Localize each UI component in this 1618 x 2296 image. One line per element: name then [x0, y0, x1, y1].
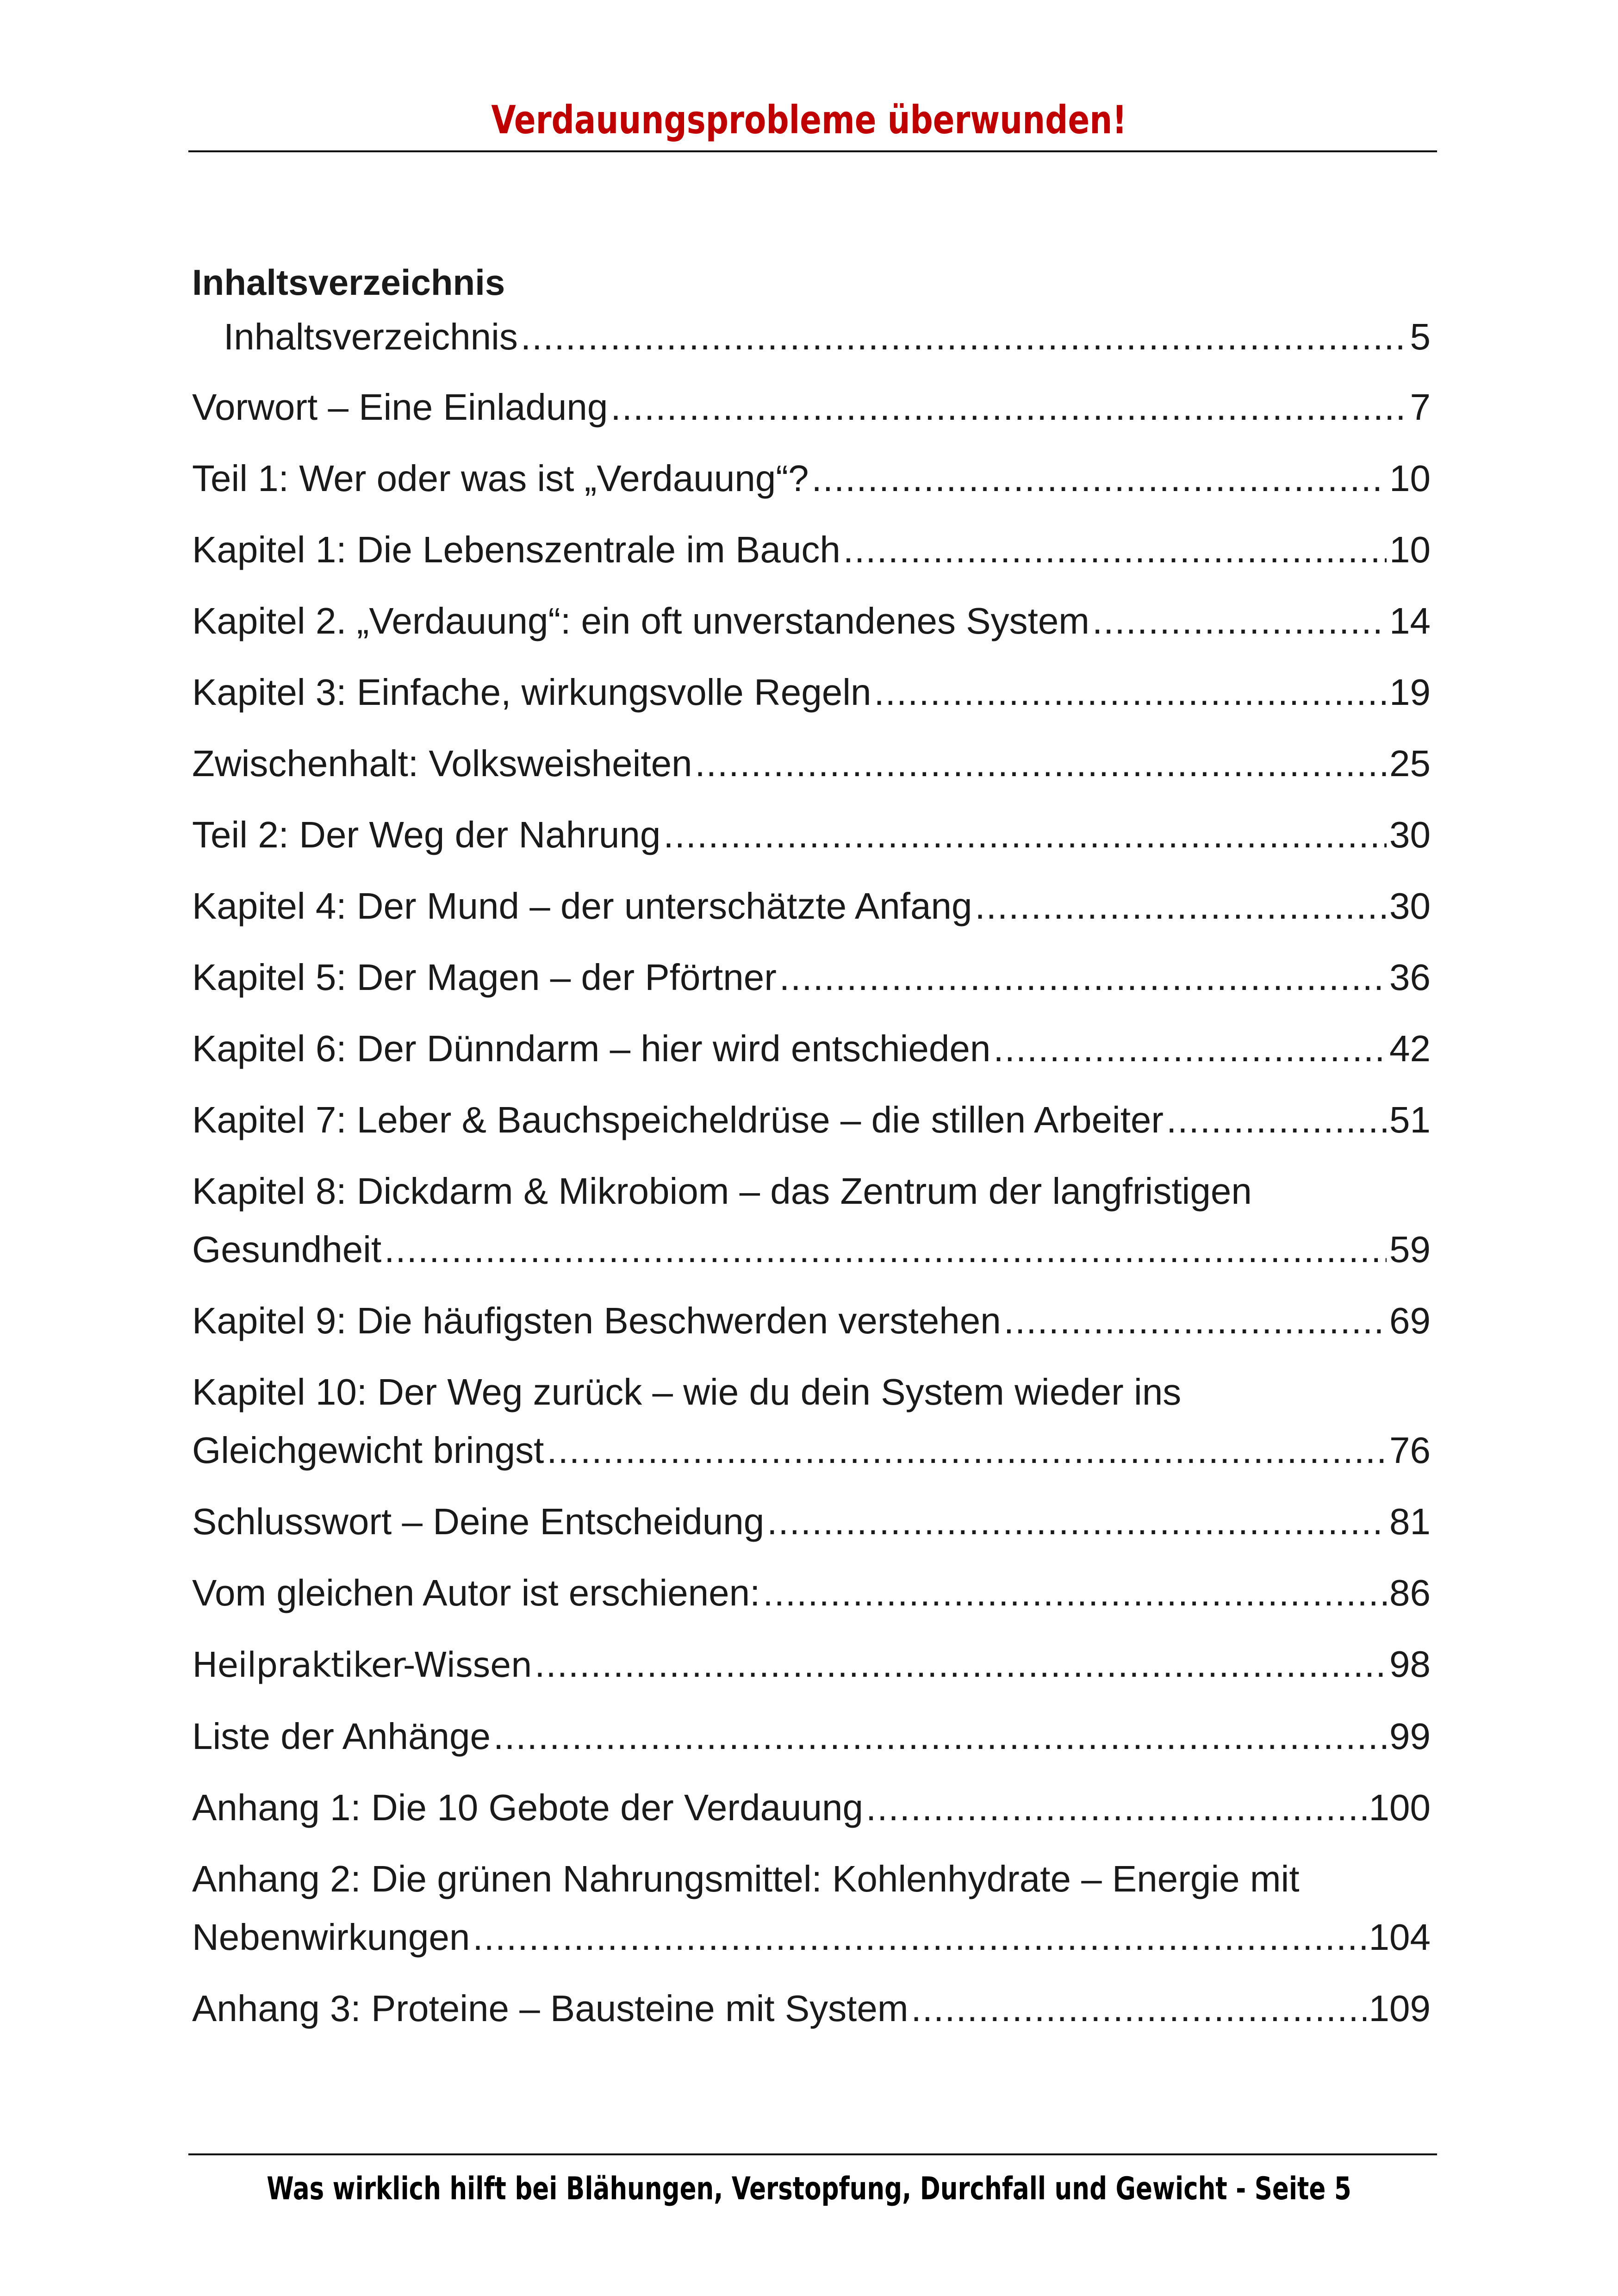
- toc-entry-page: 98: [1389, 1643, 1431, 1685]
- toc-entry-page: 86: [1389, 1572, 1431, 1613]
- toc-entry-multiline[interactable]: [192, 1162, 1431, 1279]
- toc-leader-dots: [993, 1020, 1387, 1078]
- toc-leader-dots: [911, 1979, 1366, 2038]
- toc-entry: [192, 1220, 1431, 1279]
- toc-entry-page: 30: [1389, 814, 1431, 855]
- toc-leader-dots: [521, 308, 1407, 366]
- toc-entry[interactable]: [192, 663, 1431, 722]
- toc-entry-page: 10: [1389, 529, 1431, 570]
- toc-entry-title: Teil 1: Wer oder was ist „Verdauung“?: [192, 458, 809, 499]
- toc-entry-title: Kapitel 6: Der Dünndarm – hier wird entschieden: [192, 1028, 991, 1069]
- toc-entry-title: Nebenwirkungen: [192, 1916, 470, 1958]
- toc-entry[interactable]: [192, 1779, 1431, 1837]
- toc-entry-page: 19: [1389, 672, 1431, 713]
- toc-entry[interactable]: [192, 1707, 1431, 1766]
- toc-entry-multiline[interactable]: [192, 1363, 1431, 1480]
- toc-entry[interactable]: [192, 948, 1431, 1007]
- toc-entry-title: Kapitel 9: Die häufigsten Beschwerden verstehen: [192, 1300, 1001, 1341]
- toc-entry-title: Vorwort – Eine Einladung: [192, 386, 608, 428]
- toc-entry-page: 36: [1389, 957, 1431, 998]
- running-footer: Was wirklich hilft bei Blähungen, Verstopfung, Durchfall und Gewicht - Seite 5: [267, 2171, 1351, 2207]
- toc-leader-dots: [493, 1707, 1387, 1766]
- toc-entry[interactable]: [192, 521, 1431, 579]
- toc-entry-title-line1: Kapitel 8: Dickdarm & Mikrobiom – das Zentrum der langfristigen: [192, 1170, 1252, 1212]
- toc-entry-page: 25: [1389, 743, 1431, 784]
- toc-entry: [192, 1908, 1431, 1966]
- toc-entry[interactable]: [192, 449, 1431, 508]
- header-divider: [188, 150, 1437, 152]
- toc-entry-title: Kapitel 1: Die Lebenszentrale im Bauch: [192, 529, 840, 570]
- toc-entry-page: 14: [1389, 600, 1431, 641]
- toc-entry-page: 42: [1389, 1028, 1431, 1069]
- toc-leader-dots: [975, 877, 1387, 935]
- toc-entry[interactable]: [192, 308, 1431, 366]
- toc-entry: [192, 1421, 1431, 1480]
- toc-entry[interactable]: [192, 592, 1431, 650]
- toc-entry-page: 5: [1410, 316, 1431, 357]
- toc-heading: Inhaltsverzeichnis: [192, 262, 505, 303]
- toc-entry-title-line1: Anhang 2: Die grünen Nahrungsmittel: Kohlenhydrate – Energie mit: [192, 1858, 1300, 1899]
- toc-leader-dots: [663, 806, 1387, 864]
- toc-entry-title: Kapitel 7: Leber & Bauchspeicheldrüse – die stillen Arbeiter: [192, 1099, 1164, 1140]
- toc-entry[interactable]: [192, 1091, 1431, 1149]
- toc-leader-dots: [843, 521, 1387, 579]
- toc-leader-dots: [547, 1421, 1387, 1480]
- table-of-contents: [192, 257, 1431, 2051]
- toc-leader-dots: [812, 449, 1387, 508]
- toc-entry[interactable]: [192, 1564, 1431, 1622]
- toc-entry-page: 69: [1389, 1300, 1431, 1341]
- toc-leader-dots: [1004, 1292, 1387, 1350]
- toc-entry-multiline[interactable]: [192, 1850, 1431, 1966]
- toc-entry-title: Kapitel 4: Der Mund – der unterschätzte Anfang: [192, 885, 972, 927]
- toc-entry-page: 104: [1369, 1916, 1431, 1958]
- toc-entry-title: Gesundheit: [192, 1229, 382, 1270]
- toc-entry-title: Heilpraktiker-Wissen: [192, 1645, 532, 1685]
- toc-entry[interactable]: [192, 877, 1431, 935]
- toc-entry-title-line1: Kapitel 10: Der Weg zurück – wie du dein System wieder ins: [192, 1371, 1182, 1412]
- toc-entry-title: Inhaltsverzeichnis: [224, 316, 518, 357]
- toc-entry-title: Kapitel 3: Einfache, wirkungsvolle Regeln: [192, 672, 871, 713]
- toc-entry-page: 7: [1410, 386, 1431, 428]
- toc-leader-dots: [1166, 1091, 1387, 1149]
- toc-leader-dots: [535, 1635, 1387, 1693]
- toc-entry-title: Liste der Anhänge: [192, 1716, 491, 1757]
- toc-leader-dots: [695, 734, 1387, 793]
- toc-entry-page: 59: [1389, 1229, 1431, 1270]
- toc-entry[interactable]: [192, 734, 1431, 793]
- toc-entry-page: 30: [1389, 885, 1431, 927]
- toc-entry[interactable]: [192, 1979, 1431, 2038]
- toc-leader-dots: [874, 663, 1387, 722]
- toc-entry-title: Zwischenhalt: Volksweisheiten: [192, 743, 692, 784]
- toc-entry-page: 109: [1369, 1988, 1431, 2029]
- toc-entry-title: Teil 2: Der Weg der Nahrung: [192, 814, 661, 855]
- toc-entry-title: Schlusswort – Deine Entscheidung: [192, 1501, 765, 1542]
- toc-entry-title: Gleichgewicht bringst: [192, 1430, 544, 1471]
- toc-entry[interactable]: [192, 1292, 1431, 1350]
- toc-leader-dots: [763, 1564, 1387, 1622]
- toc-leader-dots: [779, 948, 1387, 1007]
- toc-entry[interactable]: [192, 1635, 1431, 1694]
- toc-entry-title: Vom gleichen Autor ist erschienen:: [192, 1572, 760, 1613]
- toc-leader-dots: [866, 1779, 1366, 1837]
- running-header-title: Verdauungsprobleme überwunden!: [491, 97, 1127, 143]
- toc-entry-title: Kapitel 5: Der Magen – der Pförtner: [192, 957, 777, 998]
- toc-entry[interactable]: [192, 378, 1431, 436]
- toc-entry-page: 76: [1389, 1430, 1431, 1471]
- toc-entry-title: Anhang 1: Die 10 Gebote der Verdauung: [192, 1787, 863, 1828]
- toc-entry-title: Anhang 3: Proteine – Bausteine mit System: [192, 1988, 909, 2029]
- toc-leader-dots: [384, 1220, 1387, 1279]
- toc-entry-page: 81: [1389, 1501, 1431, 1542]
- toc-entry-page: 51: [1389, 1099, 1431, 1140]
- toc-entry-page: 99: [1389, 1716, 1431, 1757]
- toc-entry[interactable]: [192, 806, 1431, 864]
- toc-entry-page: 100: [1369, 1787, 1431, 1828]
- toc-leader-dots: [610, 378, 1407, 436]
- footer-divider: [188, 2153, 1437, 2155]
- toc-leader-dots: [1092, 592, 1387, 650]
- toc-entry-page: 10: [1389, 458, 1431, 499]
- toc-entry-title: Kapitel 2. „Verdauung“: ein oft unverstandenes System: [192, 600, 1089, 641]
- toc-entry[interactable]: [192, 1020, 1431, 1078]
- toc-leader-dots: [473, 1908, 1366, 1966]
- toc-leader-dots: [767, 1493, 1387, 1551]
- toc-entry[interactable]: [192, 1493, 1431, 1551]
